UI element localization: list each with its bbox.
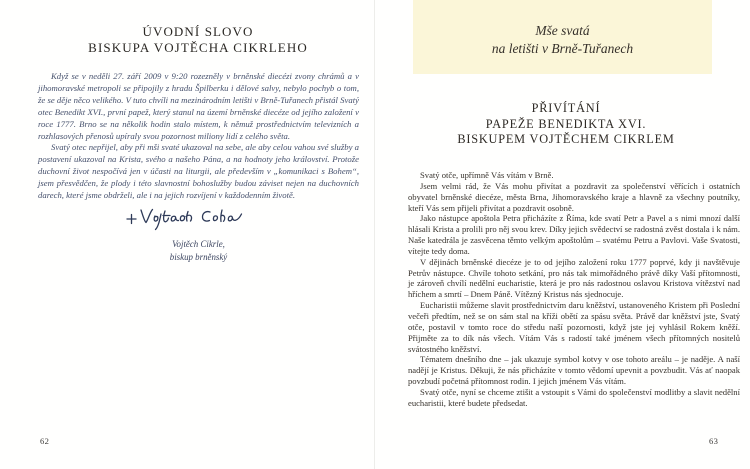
right-page-heading — [405, 101, 727, 148]
paragraph: Svatý otec nepřijel, aby při mši svaté ukazoval na sebe, ale aby celou vahou své služby a postavení ukazoval na Krista, svého a našeho Pána, a na hodnoty jeho království. Protože duchovní život nespočívá jen v účasti na liturgii, ale především v „komunikaci s Bohem“, jsem přesvědčen, že plody i této slavnostní bohoslužby budou záviset nejen na duchovních darech, které jsme obdrželi, ale i na jejich rozvíjení v každodenním životě. — [38, 142, 359, 201]
signature-icon — [122, 201, 262, 237]
paragraph: Jsem velmi rád, že Vás mohu přivítat a pozdravit za společenství věřících i ostatních obyvatel brněnské diecéze, města Brna, Jihomoravského kraje a hlavně za všechny poutníky, kteří Vás sem přijeli přivítat a pozdravit osobně. — [408, 180, 740, 213]
attribution-role: biskup brněnský — [169, 252, 228, 262]
left-page-title — [30, 24, 366, 56]
right-page-heading-line2: PAPEŽE BENEDIKTA XVI. — [485, 116, 647, 131]
paragraph: Svatý otče, upřímně Vás vítám v Brně. — [420, 170, 554, 180]
signature-attribution — [38, 238, 359, 264]
bishop-signature-handwriting — [122, 201, 262, 237]
paragraph: Eucharistii můžeme slavit prostřednictvím daru kněžství, ustanoveného Kristem při Poslední večeři předtím, než se on sám stal na kříži obětí za spásu světa. Právě dar kněžství jste, Svatý otče, postavil v tomto roce do středu naší pozornosti, když jste jej vyhlásil Rokem kněží. Přijměte za to dík nás všech. Vítám Vás s radostí také jménem všech přítomných nositelů svátostného kněžství. — [408, 300, 740, 354]
paragraph: Jako nástupce apoštola Petra přicházíte z Říma, kde svatí Petr a Pavel a s nimi mnozí další hlásali Krista a prolili pro něj svou krev. Díky jejich svědectví se radostná zvěst dostala i k nám. Naše katedrála je zasvěcena těmto velkým apoštolům – svatému Petru a Pavlovi. Vaše Svatosti, vítejte tedy doma. — [408, 213, 740, 256]
chapter-banner-line2: na letišti v Brně-Tuřanech — [491, 41, 634, 56]
paragraph: Svatý otče, nyní se chceme ztišit a vstoupit s Vámi do společenství modlitby a slavit nedělní eucharistii, které budete předsedat. — [408, 386, 740, 408]
left-page-title-line2: BISKUPA VOJTĚCHA CIKRLEHO — [88, 40, 308, 55]
chapter-banner-line1: Mše svatá — [535, 23, 590, 38]
right-page-heading-line3: BISKUPEM VOJTĚCHEM CIKRLEM — [457, 132, 675, 146]
left-page-title-line1: ÚVODNÍ SLOVO — [142, 24, 254, 39]
page-number-right: 63 — [709, 436, 719, 446]
left-page-body — [38, 71, 359, 202]
page-number-left: 62 — [40, 436, 50, 446]
attribution-name: Vojtěch Cikrle, — [172, 239, 225, 249]
right-page-body — [408, 170, 740, 409]
paragraph: Když se v neděli 27. září 2009 v 9:20 rozezněly v brněnské diecézi zvony chrámů a v jihomoravské metropoli se připojily z hradu Špilberku i dělové salvy, nebylo pochyb o tom, že se děje něco velikého. V tuto chvíli na mezinárodním letišti v Brně-Tuřanech přistál Svatý otec Benedikt XVI., první papež, který stanul na území brněnské diecéze od jejího založení v roce 1777. Brno se na několik hodin stalo místem, k němuž prostřednictvím televizních a rozhlasových přenosů upíraly svou pozornost miliony lidí z celého světa. — [38, 71, 359, 141]
page-gutter-divider — [374, 0, 375, 469]
right-page-heading-line1: PŘIVÍTÁNÍ — [531, 101, 601, 115]
chapter-banner — [413, 0, 712, 74]
paragraph: V dějinách brněnské diecéze je to od jejího založení roku 1777 poprvé, kdy ji navštěvuje Petrův nástupce. Chvíle tohoto setkání, pro nás tak mimořádného právě díky Vaší přítomnosti, je zároveň chvílí nedělní eucharistie, která je pro nás radostnou oslavou Kristova vítězství nad hříchem a smrtí – Dnem Páně. Vítězný Kristus nás sjednocuje. — [408, 256, 740, 300]
paragraph: Tématem dnešního dne – jak ukazuje symbol kotvy v ose tohoto areálu – je naděje. A naší nadějí je Kristus. Děkuji, že nás přicházíte v tomto vědomí upevnit a povzbudit. Vás ať naopak povzbudí početná přítomnost rodin. I jejich jménem Vás vítám. — [408, 354, 740, 387]
